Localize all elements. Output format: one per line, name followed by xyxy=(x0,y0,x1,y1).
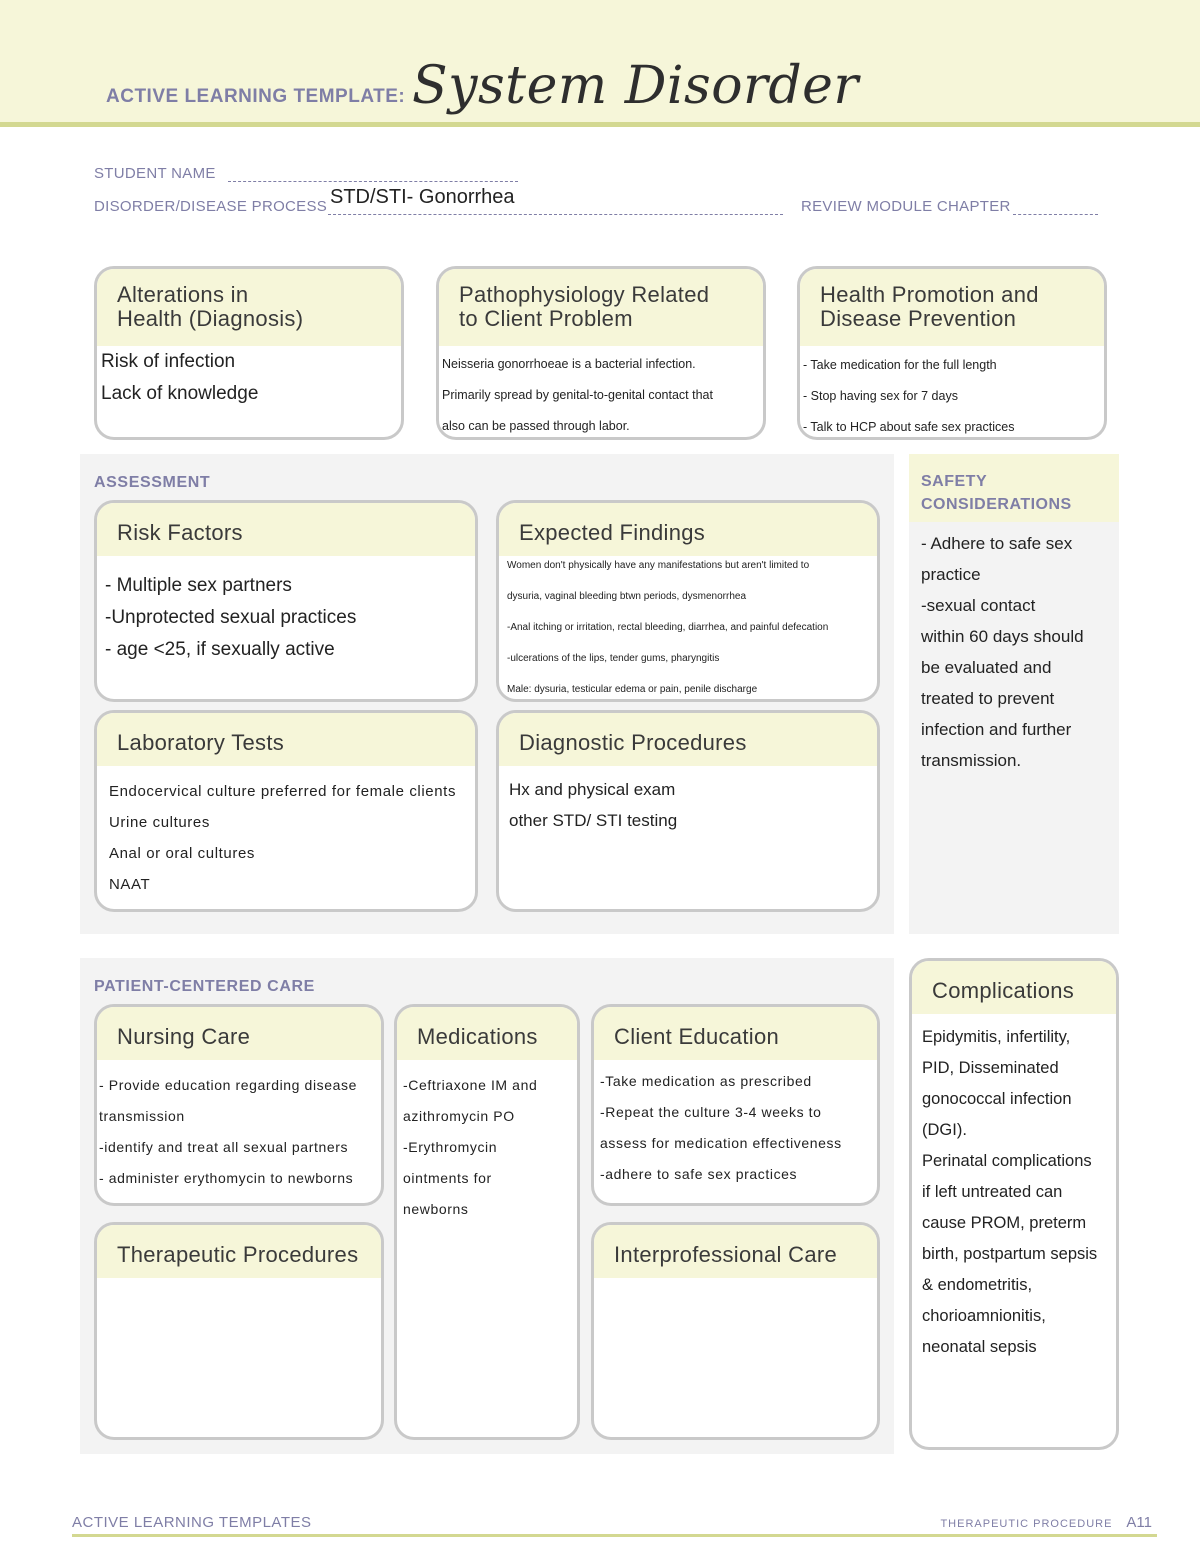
client-education-box xyxy=(591,1004,880,1206)
safety-title-line1: SAFETY xyxy=(921,473,988,490)
review-module-field[interactable] xyxy=(1013,214,1098,215)
lab-test-line: NAAT xyxy=(109,876,151,893)
interprofessional-care-box xyxy=(591,1222,880,1440)
risk-factor-line: - Multiple sex partners xyxy=(105,575,292,596)
health-promotion-line: - Stop having sex for 7 days xyxy=(803,389,958,403)
expected-findings-header: Expected Findings xyxy=(499,503,877,556)
risk-factor-line: - age <25, if sexually active xyxy=(105,639,335,660)
review-module-label: REVIEW MODULE CHAPTER xyxy=(801,198,1011,215)
nursing-care-line: - administer erythomycin to newborns xyxy=(99,1170,354,1186)
complication-line: if left untreated can xyxy=(922,1183,1063,1201)
template-label: ACTIVE LEARNING TEMPLATE: xyxy=(106,86,406,107)
safety-title-line2: CONSIDERATIONS xyxy=(921,496,1072,513)
complication-line: & endometritis, xyxy=(922,1276,1033,1294)
client-education-line: -Take medication as prescribed xyxy=(600,1073,812,1089)
client-education-header: Client Education xyxy=(594,1007,877,1060)
safety-line: -sexual contact xyxy=(921,596,1036,615)
expected-findings-box xyxy=(496,500,880,702)
footer-page-number: A11 xyxy=(1126,1514,1152,1531)
alterations-header xyxy=(97,269,401,346)
risk-factors-box xyxy=(94,500,478,702)
diagnostic-procedures-box xyxy=(496,710,880,912)
client-education-line: -adhere to safe sex practices xyxy=(600,1166,798,1182)
complication-line: PID, Disseminated xyxy=(922,1059,1059,1077)
risk-factor-line: -Unprotected sexual practices xyxy=(105,607,357,628)
expected-finding-line: -Anal itching or irritation, rectal bleeding, diarrhea, and painful defecation xyxy=(507,622,829,633)
health-promotion-title-line2: Disease Prevention xyxy=(820,306,1017,331)
safety-line: practice xyxy=(921,565,981,584)
disorder-value: STD/STI- Gonorrhea xyxy=(330,186,515,208)
complication-line: birth, postpartum sepsis xyxy=(922,1245,1098,1263)
nursing-care-box xyxy=(94,1004,384,1206)
safety-considerations-header xyxy=(909,454,1119,522)
footer-right xyxy=(940,1514,1152,1531)
footer-rule xyxy=(72,1534,1157,1537)
safety-line: be evaluated and xyxy=(921,658,1052,677)
footer-left-label: ACTIVE LEARNING TEMPLATES xyxy=(72,1514,312,1531)
disorder-field[interactable] xyxy=(328,214,783,215)
pathophysiology-line: Primarily spread by genital-to-genital contact that xyxy=(442,388,713,402)
disorder-label: DISORDER/DISEASE PROCESS xyxy=(94,198,328,215)
health-promotion-line: - Talk to HCP about safe sex practices xyxy=(803,420,1015,434)
health-promotion-header xyxy=(800,269,1104,346)
therapeutic-procedures-box xyxy=(94,1222,384,1440)
safety-line: within 60 days should xyxy=(921,627,1084,646)
pathophysiology-line: Neisseria gonorrhoeae is a bacterial infection. xyxy=(442,357,696,371)
laboratory-tests-header: Laboratory Tests xyxy=(97,713,475,766)
pathophysiology-header xyxy=(439,269,763,346)
complication-line: Perinatal complications xyxy=(922,1152,1092,1170)
expected-finding-line: dysuria, vaginal bleeding btwn periods, dysmenorrhea xyxy=(507,591,747,602)
health-promotion-title-line1: Health Promotion and xyxy=(820,282,1039,307)
safety-line: treated to prevent xyxy=(921,689,1055,708)
lab-test-line: Anal or oral cultures xyxy=(109,845,255,862)
student-name-field[interactable] xyxy=(228,181,518,182)
health-promotion-line: - Take medication for the full length xyxy=(803,358,997,372)
alterations-line: Lack of knowledge xyxy=(101,383,259,404)
nursing-care-header: Nursing Care xyxy=(97,1007,381,1060)
client-education-line: assess for medication effectiveness xyxy=(600,1135,842,1151)
nursing-care-line: -identify and treat all sexual partners xyxy=(99,1139,349,1155)
student-name-label: STUDENT NAME xyxy=(94,165,216,182)
safety-line: - Adhere to safe sex xyxy=(921,534,1073,553)
medication-line: azithromycin PO xyxy=(403,1108,515,1124)
complication-line: chorioamnionitis, xyxy=(922,1307,1046,1325)
lab-test-line: Endocervical culture preferred for female clients xyxy=(109,783,457,800)
diagnostic-procedures-header: Diagnostic Procedures xyxy=(499,713,877,766)
risk-factors-header: Risk Factors xyxy=(97,503,475,556)
pathophysiology-box xyxy=(436,266,766,440)
expected-finding-line: -ulcerations of the lips, tender gums, pharyngitis xyxy=(507,653,720,664)
complication-line: cause PROM, preterm xyxy=(922,1214,1087,1232)
medication-line: newborns xyxy=(403,1201,469,1217)
complications-box xyxy=(909,958,1119,1450)
header-rule xyxy=(0,122,1200,127)
pathophysiology-line: also can be passed through labor. xyxy=(442,419,630,433)
diagnostic-line: other STD/ STI testing xyxy=(509,811,678,830)
laboratory-tests-box xyxy=(94,710,478,912)
safety-considerations-panel xyxy=(909,454,1119,934)
medication-line: -Ceftriaxone IM and xyxy=(403,1077,538,1093)
lab-test-line: Urine cultures xyxy=(109,814,210,831)
footer-section-label: THERAPEUTIC PROCEDURE xyxy=(940,1518,1113,1530)
pathophysiology-title-line1: Pathophysiology Related xyxy=(459,282,710,307)
medication-line: ointments for xyxy=(403,1170,492,1186)
complication-line: (DGI). xyxy=(922,1121,967,1139)
interprofessional-care-header: Interprofessional Care xyxy=(594,1225,877,1278)
assessment-label: ASSESSMENT xyxy=(94,474,211,491)
alterations-title-line1: Alterations in xyxy=(117,282,249,307)
expected-finding-line: Male: dysuria, testicular edema or pain, penile discharge xyxy=(507,684,758,695)
health-promotion-box xyxy=(797,266,1107,440)
client-education-line: -Repeat the culture 3-4 weeks to xyxy=(600,1104,822,1120)
page-title: System Disorder xyxy=(412,56,859,116)
complications-header: Complications xyxy=(912,961,1116,1014)
patient-centered-care-label: PATIENT-CENTERED CARE xyxy=(94,978,315,995)
complication-line: gonococcal infection xyxy=(922,1090,1072,1108)
pathophysiology-title-line2: to Client Problem xyxy=(459,306,633,331)
alterations-line: Risk of infection xyxy=(101,351,236,372)
medication-line: -Erythromycin xyxy=(403,1139,498,1155)
complication-line: neonatal sepsis xyxy=(922,1338,1037,1356)
alterations-box xyxy=(94,266,404,440)
expected-finding-line: Women don't physically have any manifestations but aren't limited to xyxy=(507,560,810,571)
safety-line: transmission. xyxy=(921,751,1022,770)
nursing-care-line: transmission xyxy=(99,1108,185,1124)
nursing-care-line: - Provide education regarding disease xyxy=(99,1077,358,1093)
alterations-title-line2: Health (Diagnosis) xyxy=(117,306,304,331)
medications-box xyxy=(394,1004,580,1440)
therapeutic-procedures-header: Therapeutic Procedures xyxy=(97,1225,381,1278)
complication-line: Epidymitis, infertility, xyxy=(922,1028,1071,1046)
safety-line: infection and further xyxy=(921,720,1072,739)
diagnostic-line: Hx and physical exam xyxy=(509,780,676,799)
medications-header: Medications xyxy=(397,1007,577,1060)
